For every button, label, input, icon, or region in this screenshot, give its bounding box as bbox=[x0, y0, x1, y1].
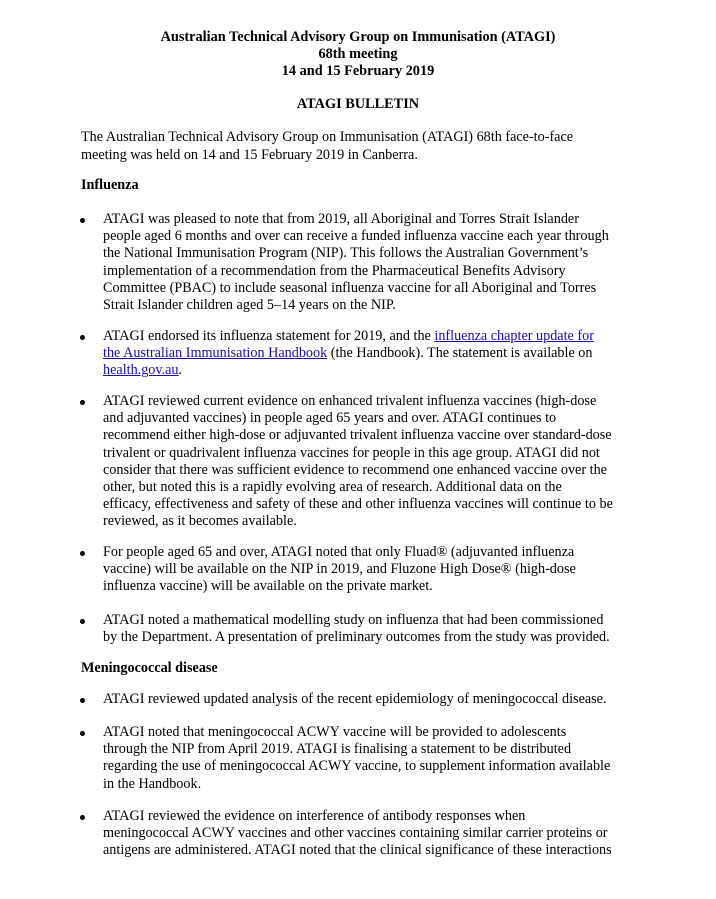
text-line bbox=[103, 362, 635, 379]
text-line: and adjuvanted vaccines) in people aged 65 years and over. ATAGI continues to bbox=[103, 410, 557, 427]
bulletin-title: ATAGI BULLETIN bbox=[296, 96, 420, 112]
text-line: other, but noted this is a rapidly evolving area of research. Additional data on the bbox=[103, 479, 562, 496]
intro-paragraph bbox=[81, 129, 641, 164]
text-line: regarding the use of meningococcal ACWY vaccine, to supplement information available bbox=[103, 758, 611, 775]
bullet-text bbox=[103, 612, 635, 646]
immunisation-handbook-link[interactable]: the Australian Immunisation Handbook bbox=[103, 345, 328, 362]
text-line: recommend either high-dose or adjuvanted trivalent influenza vaccine over standard-dose bbox=[103, 427, 612, 444]
text-line: ATAGI noted that meningococcal ACWY vaccine will be provided to adolescents bbox=[103, 724, 567, 740]
header-meeting: 68th meeting bbox=[318, 46, 398, 62]
text-line: Strait Islander children aged 5–14 years on the NIP. bbox=[103, 297, 396, 314]
text-line: by the Department. A presentation of preliminary outcomes from the study was provided. bbox=[103, 629, 610, 646]
text-line: ATAGI was pleased to note that from 2019, all Aboriginal and Torres Strait Islander bbox=[103, 211, 579, 227]
bullet-icon bbox=[80, 731, 85, 736]
bullet-icon bbox=[80, 335, 85, 340]
section-heading-meningococcal: Meningococcal disease bbox=[81, 660, 218, 676]
intro-line: The Australian Technical Advisory Group on Immunisation (ATAGI) 68th face-to-face bbox=[81, 129, 574, 145]
text-line: ATAGI reviewed current evidence on enhanced trivalent influenza vaccines (high-dose bbox=[103, 393, 597, 409]
text-line: ATAGI reviewed the evidence on interference of antibody responses when bbox=[103, 808, 526, 824]
intro-line: meeting was held on 14 and 15 February 2019 in Canberra. bbox=[81, 146, 418, 163]
bullet-text bbox=[103, 544, 635, 596]
text-span: . bbox=[178, 362, 183, 379]
text-line: For people aged 65 and over, ATAGI noted that only Fluad® (adjuvanted influenza bbox=[103, 544, 575, 560]
section-heading-influenza: Influenza bbox=[81, 177, 139, 193]
header-dates: 14 and 15 February 2019 bbox=[281, 63, 435, 79]
bullet-text bbox=[103, 393, 635, 531]
health-gov-au-link[interactable]: health.gov.au bbox=[103, 362, 179, 379]
text-line: meningococcal ACWY vaccines and other vaccines containing similar carrier proteins or bbox=[103, 825, 608, 842]
text-line: through the NIP from April 2019. ATAGI is finalising a statement to be distributed bbox=[103, 741, 572, 758]
bullet-text bbox=[103, 724, 635, 793]
bullet-icon bbox=[80, 551, 85, 556]
text-line: trivalent or quadrivalent influenza vaccines for people in this age group. ATAGI did not bbox=[103, 444, 600, 461]
bullet-icon bbox=[80, 815, 85, 820]
text-line: Committee (PBAC) to include seasonal influenza vaccine for all Aboriginal and Torres bbox=[103, 279, 597, 296]
text-line bbox=[103, 345, 635, 362]
text-line: ATAGI reviewed updated analysis of the recent epidemiology of meningococcal disease. bbox=[103, 691, 607, 707]
text-line: efficacy, effectiveness and safety of these and other influenza vaccines will continue to be bbox=[103, 496, 613, 513]
text-span: ATAGI endorsed its influenza statement for 2019, and the bbox=[103, 328, 435, 344]
text-line: ATAGI noted a mathematical modelling study on influenza that had been commissioned bbox=[103, 612, 604, 628]
bullet-text bbox=[103, 328, 635, 380]
influenza-chapter-link[interactable]: influenza chapter update for bbox=[434, 328, 594, 344]
bullet-text bbox=[103, 808, 635, 860]
text-line: in the Handbook. bbox=[103, 775, 202, 792]
text-line: vaccine) will be available on the NIP in 2019, and Fluzone High Dose® (high-dose bbox=[103, 561, 576, 578]
header-org: Australian Technical Advisory Group on Immunisation (ATAGI) bbox=[160, 29, 556, 45]
text-line: people aged 6 months and over can receive a funded influenza vaccine each year through bbox=[103, 228, 609, 245]
bullet-icon bbox=[80, 400, 85, 405]
bullet-icon bbox=[80, 619, 85, 624]
bullet-text bbox=[103, 211, 635, 314]
bullet-text bbox=[103, 691, 635, 708]
text-span: (the Handbook). The statement is available on bbox=[327, 345, 593, 362]
text-line: the National Immunisation Program (NIP). This follows the Australian Government’s bbox=[103, 245, 589, 262]
text-line bbox=[103, 328, 635, 345]
text-line: consider that there was sufficient evidence to recommend one enhanced vaccine over the bbox=[103, 461, 607, 478]
text-line: implementation of a recommendation from the Pharmaceutical Benefits Advisory bbox=[103, 262, 566, 279]
bullet-icon bbox=[80, 698, 85, 703]
text-line: antigens are administered. ATAGI noted that the clinical significance of these interactions bbox=[103, 842, 612, 859]
text-line: reviewed, as it becomes available. bbox=[103, 513, 297, 530]
bullet-icon bbox=[80, 218, 85, 223]
text-line: influenza vaccine) will be available on the private market. bbox=[103, 578, 433, 595]
